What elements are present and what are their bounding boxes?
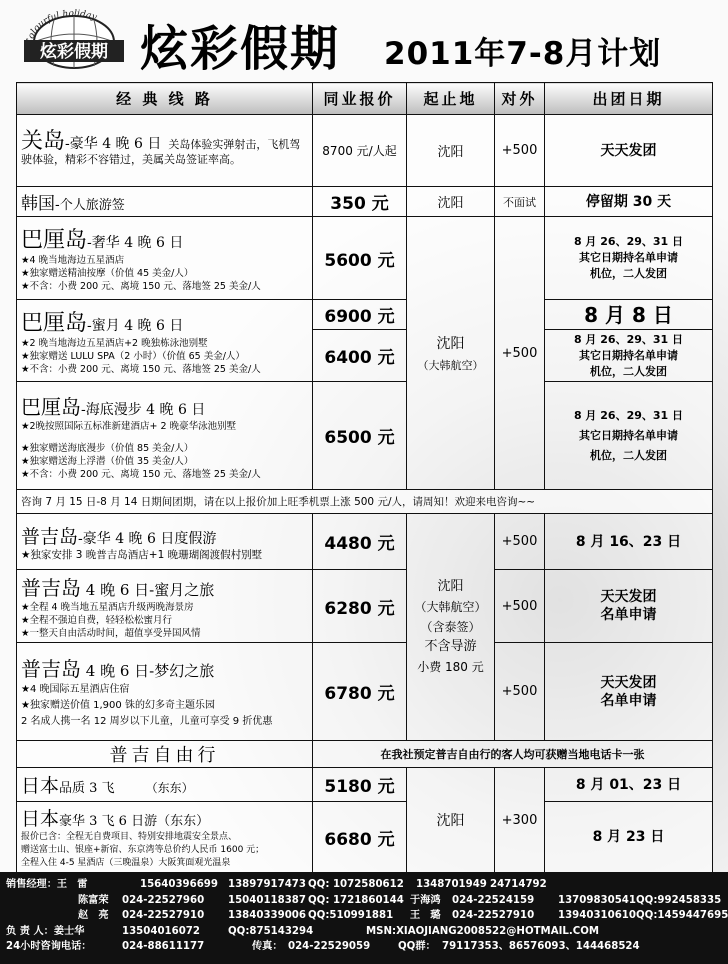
- external-phuket3: +500: [495, 643, 545, 741]
- external-phuket2: +500: [495, 570, 545, 643]
- route-line: ★独家赠送海上浮潜（价值 35 美金/人）: [21, 455, 194, 467]
- date-line: 天天发团: [600, 674, 657, 691]
- free-travel-title: 普吉自由行: [17, 741, 313, 768]
- col-price: 同业报价: [313, 83, 407, 115]
- dates-phuket3: [545, 643, 713, 741]
- contact-phone: 024-22527910: [122, 910, 205, 921]
- logo-arc-text: olourful holiday: [26, 8, 98, 41]
- plan-title: 2011年7-8月计划: [384, 36, 662, 72]
- contact-qq: QQ: 1721860144: [308, 894, 404, 906]
- contact-qq: QQ:510991881: [308, 910, 394, 921]
- contact-row: [6, 924, 722, 940]
- date-line: 名单申请: [600, 607, 657, 623]
- price-phuket2: 6280 元: [313, 570, 407, 643]
- route-line: ★4 晚当地海边五星酒店: [21, 255, 125, 266]
- seasonal-note: 咨询 7 月 15 日-8 月 14 日期间团期，请在以上报价加上旺季机票上涨 500 元/人，请周知！欢迎来电咨询~~: [17, 490, 713, 514]
- route-subtitle: -豪华 4 晚 6 日: [65, 136, 162, 152]
- route-bali3: [17, 382, 313, 490]
- table-row: [17, 300, 713, 330]
- contact-qq: QQ: 1072580612: [308, 879, 404, 890]
- table-row: [17, 741, 713, 768]
- route-title: 日本: [21, 808, 60, 830]
- date-line: 天天发团: [600, 589, 657, 605]
- logo-text: 炫彩假期: [40, 42, 108, 62]
- route-phuket1: [17, 514, 313, 570]
- table-row: [17, 187, 713, 217]
- route-tag: （东东）: [145, 781, 194, 795]
- route-line: ★不含：小费 200 元、离境 150 元、落地签 25 美金/人: [21, 468, 261, 480]
- route-title: 韩国: [21, 194, 55, 214]
- origin-japan: 沈阳: [407, 768, 495, 873]
- external-guam: +500: [495, 115, 545, 187]
- table-row: [17, 514, 713, 570]
- table-row: [17, 217, 713, 300]
- date-line: 机位，二人发团: [590, 364, 667, 378]
- external-bali: +500: [495, 217, 545, 490]
- logo-globe-icon: [18, 6, 130, 70]
- contact-phone: 13940310610: [558, 910, 636, 921]
- contact-footer: [0, 872, 728, 964]
- date-line: 其它日期持名单申请: [579, 428, 678, 442]
- date-line: 机位，二人发团: [590, 267, 667, 280]
- contact-row: [6, 939, 722, 955]
- price-korea: 350 元: [313, 187, 407, 217]
- route-title: 巴厘岛: [21, 228, 88, 253]
- dates-bali2-a: 8 月 8 日: [545, 300, 713, 330]
- route-line: ★2 晚当地海边五星酒店+2 晚独栋泳池别墅: [21, 337, 208, 349]
- price-japan2: 6680 元: [313, 802, 407, 873]
- route-line: ★独家赠送精油按摩（价值 45 美金/人）: [21, 268, 194, 279]
- table-row: [17, 490, 713, 514]
- route-line: 报价已含：全程无自费项目、特别安排地震安全景点、: [21, 832, 238, 842]
- route-line: ★4 晚国际五星酒店住宿: [21, 684, 130, 695]
- route-phuket2: [17, 570, 313, 643]
- contact-name: 销售经理：王 雷: [6, 879, 88, 890]
- route-subtitle: -豪华 4 晚 6 日度假游: [78, 530, 217, 547]
- price-bali2-b: 6400 元: [313, 330, 407, 382]
- dates-phuket2: [545, 570, 713, 643]
- route-subtitle: 豪华 3 飞 6 日游（东东）: [59, 814, 210, 829]
- contact-phone: 15040118387: [228, 894, 306, 906]
- external-korea: 不面试: [495, 187, 545, 217]
- contact-phone: 024-22524159: [452, 894, 535, 906]
- route-line: ★一整天自由活动时间，超值享受异国风情: [21, 628, 201, 639]
- contact-phone: 13709830541: [558, 894, 636, 906]
- route-japan1: [17, 768, 313, 802]
- table-row: [17, 382, 713, 490]
- route-line: ★独家赠送海底漫步（价值 85 美金/人）: [21, 442, 194, 454]
- route-line: ★不含：小费 200 元、离境 150 元、落地签 25 美金/人: [21, 363, 261, 375]
- dates-guam: 天天发团: [545, 115, 713, 187]
- dates-bali2-b: [545, 330, 713, 382]
- date-line: 机位，二人发团: [590, 448, 667, 462]
- route-line: ★不含：小费 200 元、离境 150 元、落地签 25 美金/人: [21, 281, 261, 292]
- dates-bali3: [545, 382, 713, 490]
- route-line: ★全程不强迫自费，轻轻松松蜜月行: [21, 615, 173, 626]
- contact-name: 王 璐: [410, 910, 441, 921]
- contact-row: [6, 908, 728, 924]
- price-phuket3: 6780 元: [313, 643, 407, 741]
- route-line: ★全程 4 晚当地五星酒店升级两晚海景房: [21, 602, 194, 613]
- price-guam: 8700 元/人起: [313, 115, 407, 187]
- price-japan1: 5180 元: [313, 768, 407, 802]
- origin-line: 小费 180 元: [417, 660, 484, 674]
- date-line: 名单申请: [600, 692, 657, 709]
- origin-bali: [407, 217, 495, 490]
- origin-phuket: [407, 514, 495, 741]
- route-japan2: [17, 802, 313, 873]
- route-line: 赠送富士山、银座+新宿、东京湾等总价约人民币 1600 元；: [21, 845, 265, 855]
- itinerary-table: [16, 82, 713, 873]
- route-line: ★独家安排 3 晚普吉岛酒店+1 晚珊瑚阁渡假村别墅: [21, 548, 263, 561]
- origin-line: 不含导游: [424, 639, 477, 654]
- contact-qq: QQ:992458335: [636, 894, 722, 906]
- fax-phone: 024-22529059: [288, 941, 371, 952]
- brand-title: 炫彩假期: [140, 21, 341, 77]
- dates-japan1: 8 月 01、23 日: [545, 768, 713, 802]
- date-line: 8 月 26、29、31 日: [573, 332, 684, 346]
- route-title: 关岛: [21, 129, 66, 154]
- origin-line: 沈阳: [437, 579, 464, 594]
- route-bali1: [17, 217, 313, 300]
- route-line: ★独家赠送 LULU SPA（2 小时）（价值 65 美金/人）: [21, 350, 245, 362]
- col-route: 经 典 线 路: [17, 83, 313, 115]
- contact-phone: 024-22527960: [122, 894, 205, 906]
- dates-korea: 停留期 30 天: [545, 187, 713, 217]
- dates-bali1: [545, 217, 713, 300]
- date-line: 其它日期持名单申请: [579, 251, 678, 264]
- external-japan: +300: [495, 768, 545, 873]
- route-bali2: [17, 300, 313, 382]
- qq-group-numbers: 79117353、86576093、144468524: [442, 941, 640, 952]
- free-travel-note: 在我社预定普吉自由行的客人均可获赠当地电话卡一张: [313, 741, 713, 768]
- table-row: [17, 802, 713, 873]
- route-guam: [17, 115, 313, 187]
- qq-group-label: QQ群：: [398, 941, 436, 952]
- contact-phone: 13504016072: [122, 925, 200, 937]
- table-row: [17, 115, 713, 187]
- route-line: ★独家赠送价值 1,900 铢的幻多奇主题乐园: [21, 700, 215, 711]
- contact-row: [6, 893, 722, 909]
- price-bali2-a: 6900 元: [313, 300, 407, 330]
- col-origin: 起止地: [407, 83, 495, 115]
- origin-korea: 沈阳: [407, 187, 495, 217]
- date-line: 8 月 26、29、31 日: [573, 235, 684, 248]
- contact-name: 于海鸿: [410, 894, 441, 906]
- contact-row: [6, 877, 722, 893]
- hotline-label: 24小时咨询电话：: [6, 941, 92, 952]
- route-phuket3: [17, 643, 313, 741]
- date-line: 其它日期持名单申请: [579, 348, 678, 362]
- contact-qq: QQ:875143294: [228, 925, 314, 937]
- contact-phone: 024-22527910: [452, 910, 535, 921]
- route-subtitle: -海底漫步 4 晚 6 日: [81, 401, 206, 418]
- route-title: 巴厘岛: [21, 394, 81, 419]
- col-external: 对外: [495, 83, 545, 115]
- route-subtitle: -蜜月 4 晚 6 日: [87, 317, 184, 334]
- table-row: [17, 768, 713, 802]
- price-bali1: 5600 元: [313, 217, 407, 300]
- route-subtitle: -奢华 4 晚 6 日: [87, 235, 184, 251]
- route-subtitle: -个人旅游签: [55, 198, 125, 213]
- origin-airline: （大韩航空）: [417, 359, 484, 372]
- page-header: [0, 0, 728, 80]
- contact-qq: 24714792: [490, 879, 547, 890]
- external-phuket1: +500: [495, 514, 545, 570]
- route-subtitle: 4 晚 6 日-蜜月之旅: [81, 581, 215, 599]
- date-line: 8 月 26、29、31 日: [573, 408, 684, 422]
- dates-japan2: 8 月 23 日: [545, 802, 713, 873]
- origin-guam: 沈阳: [407, 115, 495, 187]
- route-title: 普吉岛: [21, 576, 81, 600]
- route-title: 普吉岛: [21, 657, 81, 681]
- route-desc: 关岛体验实弹射击，飞机驾驶体验，精彩不容错过，美属关岛签证率高。: [21, 138, 301, 166]
- route-korea: [17, 187, 313, 217]
- price-bali3: 6500 元: [313, 382, 407, 490]
- origin-line: （含泰签）: [420, 620, 481, 634]
- dates-phuket1: 8 月 16、23 日: [545, 514, 713, 570]
- fax-label: 传真：: [252, 941, 283, 952]
- contact-qq: QQ:1459447695: [636, 910, 728, 921]
- origin-line: （大韩航空）: [414, 600, 487, 614]
- route-line: ★2晚按照国际五标准新建酒店+ 2 晚豪华泳池别墅: [21, 420, 237, 432]
- price-phuket1: 4480 元: [313, 514, 407, 570]
- table-row: [17, 643, 713, 741]
- route-title: 巴厘岛: [21, 310, 88, 336]
- route-title: 普吉岛: [21, 525, 79, 548]
- contact-phone: 15640396699: [140, 879, 218, 890]
- route-title: 日本: [21, 775, 60, 797]
- hotline-phone: 024-88611177: [122, 941, 205, 952]
- table-row: [17, 570, 713, 643]
- contact-name: 负 责 人：姜士华: [6, 925, 85, 937]
- contact-name: 赵 亮: [78, 910, 109, 921]
- route-subtitle: 4 晚 6 日-梦幻之旅: [81, 662, 215, 680]
- contact-phone: 13840339006: [228, 910, 306, 921]
- origin-city: 沈阳: [436, 336, 465, 352]
- route-line: 2 名成人携一名 12 周岁以下儿童，儿童可享受 9 折优惠: [21, 716, 273, 727]
- route-line: 全程入住 4-5 星酒店（三晚温泉）大阪箕面观光温泉: [21, 858, 231, 868]
- route-subtitle: 品质 3 飞: [59, 781, 115, 796]
- table-header: [17, 83, 713, 115]
- contact-msn: MSN:XIAOJIANG2008522@HOTMAIL.COM: [366, 925, 600, 937]
- col-dates: 出团日期: [545, 83, 713, 115]
- contact-qq: 1348701949: [416, 879, 487, 890]
- contact-name: 陈富荣: [78, 894, 109, 906]
- contact-phone: 13897917473: [228, 879, 306, 890]
